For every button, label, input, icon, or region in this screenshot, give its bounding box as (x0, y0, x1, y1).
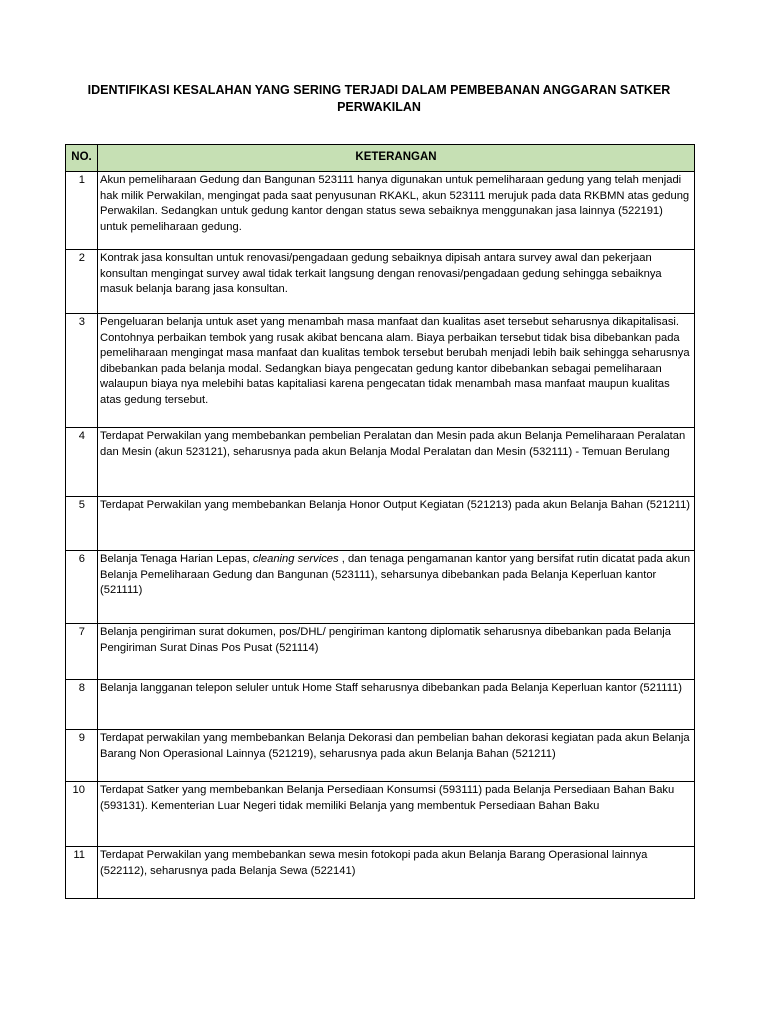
row-number: 7 (66, 624, 98, 680)
document-title: IDENTIFIKASI KESALAHAN YANG SERING TERJADI DALAM PEMBEBANAN ANGGARAN SATKER PERWAKILAN (87, 83, 671, 114)
table-row (66, 624, 695, 680)
row-text: Terdapat Perwakilan yang membebankan pembelian Peralatan dan Mesin pada akun Belanja Pemeliharaan Peralatan dan Mesin (akun 523121), seharusnya pada akun Belanja Modal Peralatan dan Mesin (532111) - Temuan Berulang (98, 428, 695, 497)
row-text: Belanja pengiriman surat dokumen, pos/DHL/ pengiriman kantong diplomatik seharusnya dibebankan pada Belanja Pengiriman Surat Dinas Pos Pusat (521114) (98, 624, 695, 680)
row-number: 8 (66, 680, 98, 730)
row-text: Pengeluaran belanja untuk aset yang menambah masa manfaat dan kualitas aset tersebut seharusnya dikapitalisasi. Contohnya perbaikan tembok yang rusak akibat bencana alam. Biaya perbaikan tersebut tidak bisa dibebankan pada pemeliharaan mengingat masa manfaat dan kualitas tembok tersebut berubah menjadi lebih baik sehingga seharusnya dibebankan pada belanja modal. Sedangkan biaya pengecatan gedung kantor dibebankan sebagai pemeliharaan walaupun biaya nya melebihi batas kapitaliasi karena pengecatan tidak menambah masa manfaat maupun kualitas atas gedung tersebut. (98, 314, 695, 428)
table-row (66, 314, 695, 428)
header-no: NO. (66, 145, 98, 172)
row-text: Terdapat Perwakilan yang membebankan Belanja Honor Output Kegiatan (521213) pada akun Belanja Bahan (521211) (98, 497, 695, 551)
table-row (66, 250, 695, 314)
table-row (66, 172, 695, 250)
header-keterangan: KETERANGAN (98, 145, 695, 172)
row-number: 4 (66, 428, 98, 497)
row-text (98, 551, 695, 624)
row-number: 2 (66, 250, 98, 314)
row-text: Terdapat Perwakilan yang membebankan sewa mesin fotokopi pada akun Belanja Barang Operasional lainnya (522112), seharusnya pada Belanja Sewa (522141) (98, 847, 695, 899)
row-number: 9 (66, 730, 98, 782)
row-text: Akun pemeliharaan Gedung dan Bangunan 523111 hanya digunakan untuk pemeliharaan gedung yang telah menjadi hak milik Perwakilan, mengingat pada saat penyusunan RKAKL, akun 523111 merujuk pada data RKBMN atas gedung Perwakilan. Sedangkan untuk gedung kantor dengan status sewa sebaiknya menggunakan jasa lainnya (522191) untuk pemeliharaan gedung. (98, 172, 695, 250)
error-identification-table (65, 144, 695, 899)
table-header-row (66, 145, 695, 172)
row-text: Belanja langganan telepon seluler untuk Home Staff seharusnya dibebankan pada Belanja Keperluan kantor (521111) (98, 680, 695, 730)
table-row (66, 730, 695, 782)
table-row (66, 782, 695, 847)
table-row (66, 497, 695, 551)
row-text-italic: cleaning services (252, 553, 339, 565)
row-number: 10 (66, 782, 98, 847)
row-number: 6 (66, 551, 98, 624)
row-text: Terdapat perwakilan yang membebankan Belanja Dekorasi dan pembelian bahan dekorasi kegiatan pada akun Belanja Barang Non Operasional Lainnya (521219), seharusnya pada akun Belanja Bahan (521211) (98, 730, 695, 782)
row-text: Kontrak jasa konsultan untuk renovasi/pengadaan gedung sebaiknya dipisah antara survey awal dan pekerjaan konsultan mengingat survey awal tidak terkait langsung dengan renovasi/pengadaan gedung sehingga sebaiknya masuk belanja barang jasa konsultan. (98, 250, 695, 314)
table-row (66, 551, 695, 624)
table-row (66, 847, 695, 899)
row-text-start: Belanja Tenaga Harian Lepas, (100, 553, 253, 565)
row-text-end: , dan tenaga pengamanan kantor yang bersifat rutin dicatat pada akun Belanja Pemeliharaan Gedung dan Bangunan (523111), seharsunya dibebankan pada Belanja Keperluan kantor (521111) (100, 553, 691, 597)
row-number: 1 (66, 172, 98, 250)
row-number: 5 (66, 497, 98, 551)
row-number: 3 (66, 314, 98, 428)
table-row (66, 428, 695, 497)
table-row (66, 680, 695, 730)
row-number: 11 (66, 847, 98, 899)
row-text: Terdapat Satker yang membebankan Belanja Persediaan Konsumsi (593111) pada Belanja Persediaan Bahan Baku (593131). Kementerian Luar Negeri tidak memiliki Belanja yang membentuk Persediaan Bahan Baku (98, 782, 695, 847)
